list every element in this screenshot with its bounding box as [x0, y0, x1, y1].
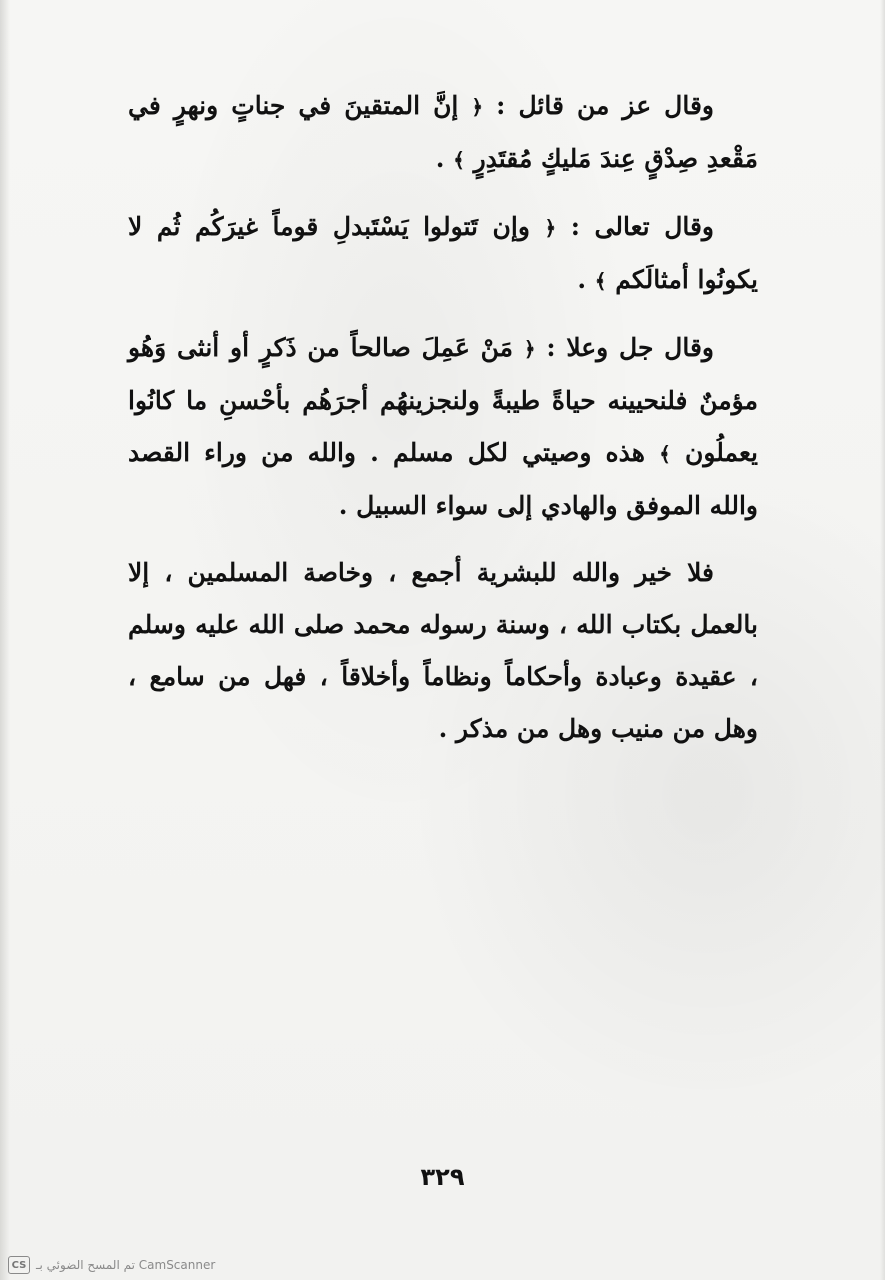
paragraph-3-outro: هذه وصيتي لكل مسلم . والله من وراء القصد والله الموفق والهادي إلى سواء السبيل .	[128, 438, 758, 520]
paragraph-1-quote: إنَّ المتقينَ في جناتٍ ونهرٍ في مَقْعدِ صِدْقٍ عِندَ مَليكٍ مُقتَدِرٍ	[128, 91, 758, 173]
camscanner-logo-icon: CS	[8, 1256, 30, 1274]
paragraph-3-intro: وقال جل وعلا :	[535, 333, 714, 362]
paragraph-2-outro: .	[577, 265, 587, 294]
page-number: ٣٢٩	[420, 1163, 465, 1191]
paragraph-2-intro: وقال تعالى :	[556, 212, 714, 241]
quran-close-bracket: ﴾	[594, 269, 607, 293]
paragraph-1	[128, 80, 758, 186]
quran-close-bracket: ﴾	[659, 442, 671, 466]
quran-open-bracket: ﴿	[523, 337, 536, 361]
quran-open-bracket: ﴿	[471, 95, 484, 119]
paragraph-2-quote: وإن تَتولوا يَسْتَبدلِ قوماً غيرَكُم ثُم لا يكونُوا أمثالَكم	[128, 212, 758, 294]
paragraph-2	[128, 201, 758, 307]
paragraph-1-outro: .	[435, 144, 445, 173]
paragraph-3-quote: مَنْ عَمِلَ صالحاً من ذَكرٍ أو أنثى وَهُو مؤمنٌ فلنحيينه حياةً طيبةً ولنجزينهُم أجرَهُم بأحْسنِ ما كانُوا يعملُون	[128, 333, 758, 467]
paragraph-1-intro: وقال عز من قائل :	[483, 91, 714, 120]
quran-close-bracket: ﴾	[453, 148, 465, 172]
paragraph-4-text: فلا خير والله للبشرية أجمع ، وخاصة المسلمين ، إلا بالعمل بكتاب الله ، وسنة رسوله محمد صلى الله عليه وسلم ، عقيدة وعبادة وأحكاماً ونظاماً وأخلاقاً ، فهل من سامع ، وهل من منيب وهل من مذكر .	[128, 558, 758, 743]
paragraph-3	[128, 322, 758, 532]
quran-open-bracket: ﴿	[544, 216, 557, 240]
body-text	[128, 80, 758, 770]
paragraph-4	[128, 547, 758, 755]
watermark-text: تم المسح الضوئي بـ CamScanner	[36, 1258, 216, 1272]
page-shadow-right	[880, 0, 885, 1280]
scanner-watermark	[8, 1255, 215, 1275]
page-shadow-left	[0, 0, 10, 1280]
